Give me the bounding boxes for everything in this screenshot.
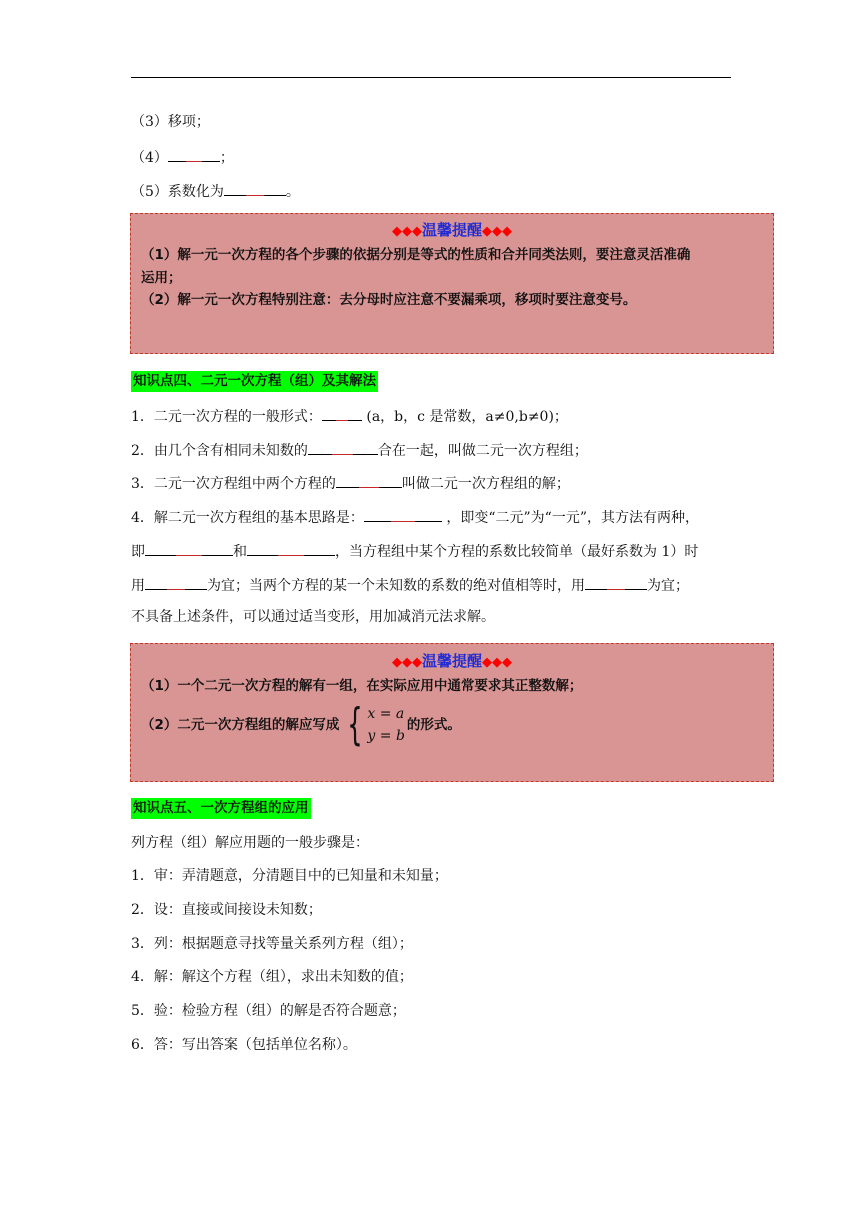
step-4: （4） ； (131, 146, 234, 168)
fill-blank (336, 472, 402, 488)
list-item: 1．审：弄清题意，分清题目中的已知量和未知量； (131, 868, 448, 884)
list-item: 6．答：写出答案（包括单位名称）。 (131, 1037, 357, 1053)
tip-text: （2）二元一次方程组的解应写成 { x = a y = b 的形式。 (141, 699, 461, 750)
tip-title: ◆◆◆温馨提醒◆◆◆ (391, 652, 512, 670)
list-item: 2．设：直接或间接设未知数； (131, 902, 322, 918)
fill-blank (247, 540, 335, 556)
tip-text: 运用； (141, 270, 182, 286)
paragraph: 1．二元一次方程的一般形式： (a，b，c 是常数，a≠0,b≠0)； (131, 405, 568, 427)
paragraph: 即 和 ，当方程组中某个方程的系数比较简单（最好系数为 1）时 (131, 540, 698, 562)
fill-blank (145, 574, 207, 590)
fill-blank (364, 506, 442, 522)
list-item: 5．验：检验方程（组）的解是否符合题意； (131, 1003, 406, 1019)
list-item: 4．解：解这个方程（组），求出未知数的值； (131, 969, 413, 985)
paragraph: 2．由几个含有相同未知数的 合在一起，叫做二元一次方程组； (131, 439, 588, 461)
equation-1: x = a (367, 706, 405, 722)
equation-2: y = b (367, 728, 405, 744)
section-heading-4: 知识点四、二元一次方程（组）及其解法 (131, 371, 378, 392)
equation-system (341, 699, 405, 750)
paragraph: 3．二元一次方程组中两个方程的 叫做二元一次方程组的解； (131, 472, 570, 494)
fill-blank (585, 574, 647, 590)
section-heading-5: 知识点五、一次方程组的应用 (131, 798, 311, 819)
header-rule (131, 77, 731, 78)
tip-text: （1）解一元一次方程的各个步骤的依据分别是等式的性质和合并同类法则，要注意灵活准确 (141, 247, 691, 263)
step-5: （5）系数化为 。 (131, 180, 300, 202)
tip-box-2 (130, 643, 774, 782)
tip-text: （2）解一元一次方程特别注意：去分母时应注意不要漏乘项，移项时要注意变号。 (141, 292, 637, 308)
step-3: （3）移项； (131, 114, 210, 130)
paragraph: 4．解二元一次方程组的基本思路是： ，即变“二元”为“一元”，其方法有两种， (131, 506, 699, 528)
fill-blank (224, 180, 286, 196)
paragraph: 不具备上述条件，可以通过适当变形，用加减消元法求解。 (131, 609, 495, 625)
tip-box-1 (130, 213, 774, 354)
fill-blank (168, 146, 220, 162)
paragraph: 用 为宜；当两个方程的某一个未知数的系数的绝对值相等时，用 为宜； (131, 574, 689, 596)
fill-blank (322, 405, 362, 421)
left-brace-icon: { (347, 699, 364, 750)
fill-blank (308, 439, 378, 455)
fill-blank (145, 540, 233, 556)
tip-title: ◆◆◆温馨提醒◆◆◆ (391, 221, 512, 239)
list-item: 3．列：根据题意寻找等量关系列方程（组）； (131, 936, 413, 952)
tip-text: （1）一个二元一次方程的解有一组，在实际应用中通常要求其正整数解； (141, 678, 583, 694)
paragraph: 列方程（组）解应用题的一般步骤是： (131, 835, 369, 851)
